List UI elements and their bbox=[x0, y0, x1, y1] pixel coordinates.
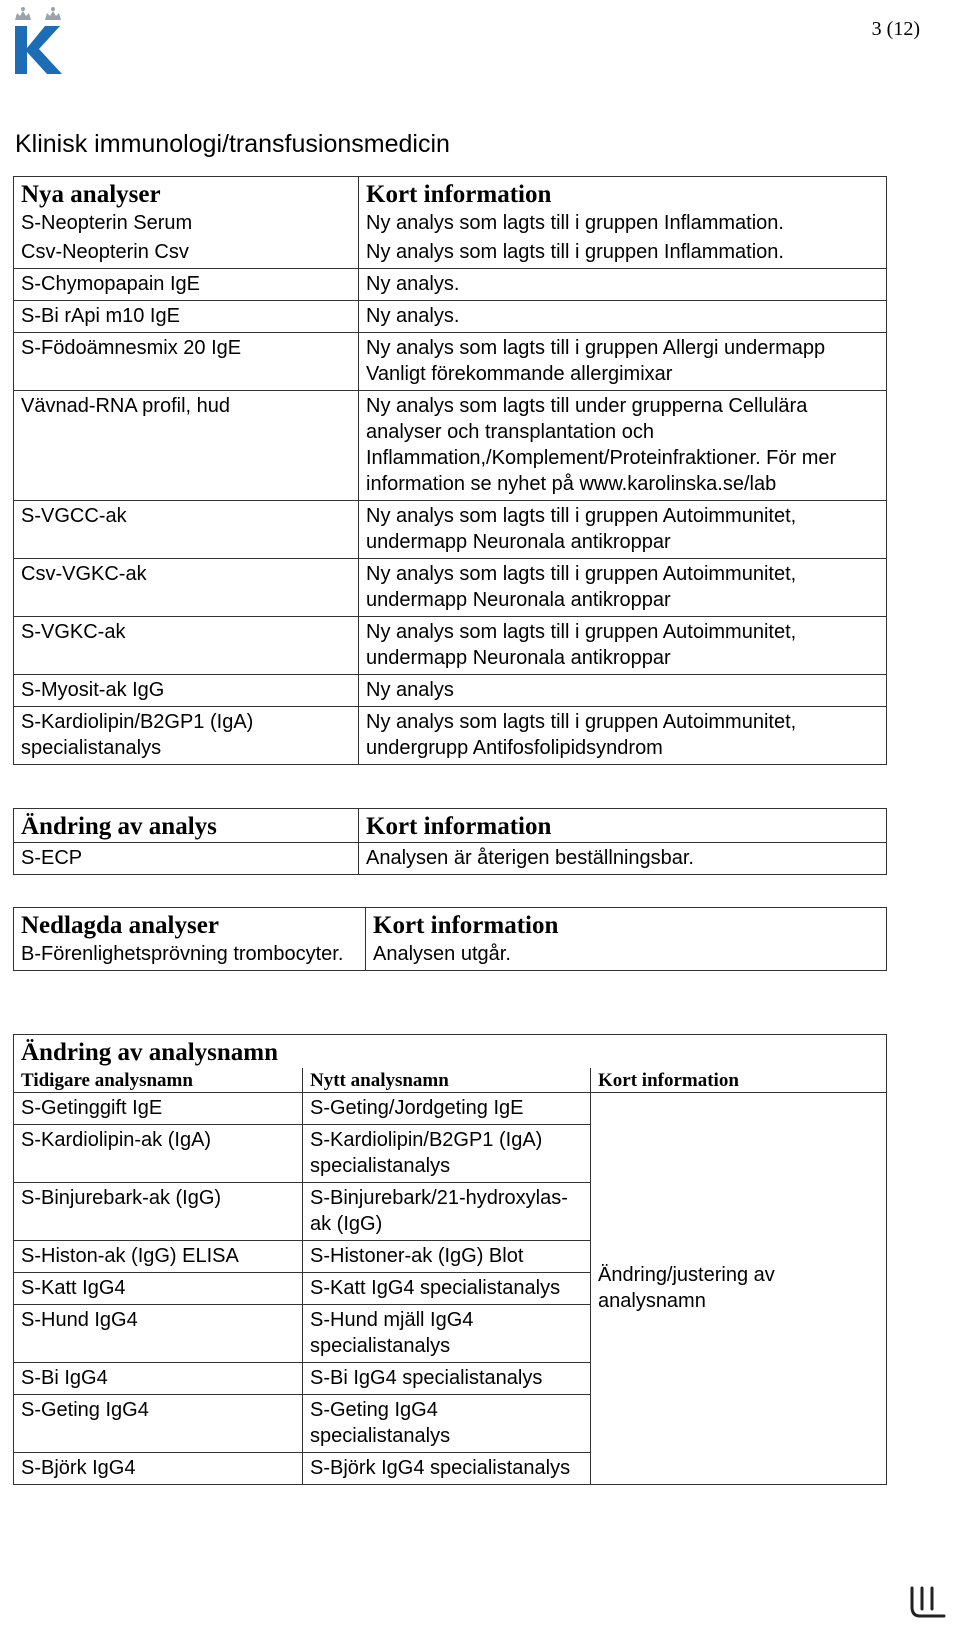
analysis-name: Csv-VGKC-ak bbox=[14, 559, 359, 617]
changed-analysis-header: Ändring av analys bbox=[14, 809, 359, 843]
old-name: S-Getinggift IgE bbox=[14, 1093, 303, 1125]
table-row bbox=[14, 843, 887, 875]
table-header-row bbox=[14, 908, 887, 942]
new-name: S-Björk IgG4 specialistanalys bbox=[303, 1453, 591, 1485]
discontinued-table bbox=[13, 907, 887, 971]
analysis-info: Ny analys som lagts till i gruppen Inflammation. bbox=[359, 210, 887, 239]
section-title: Klinisk immunologi/transfusionsmedicin bbox=[15, 130, 450, 158]
new-name: S-Geting IgG4 specialistanalys bbox=[303, 1395, 591, 1453]
new-name: S-Kardiolipin/B2GP1 (IgA) specialistanalys bbox=[303, 1125, 591, 1183]
table-row bbox=[14, 941, 887, 971]
new-name: S-Katt IgG4 specialistanalys bbox=[303, 1273, 591, 1305]
table-row bbox=[14, 675, 887, 707]
table-row bbox=[14, 391, 887, 501]
analysis-name: Vävnad-RNA profil, hud bbox=[14, 391, 359, 501]
old-name: S-Björk IgG4 bbox=[14, 1453, 303, 1485]
info-header: Kort information bbox=[359, 809, 887, 843]
page-number: 3 (12) bbox=[871, 18, 920, 40]
table-row bbox=[14, 239, 887, 269]
analysis-info: Ny analys som lagts till i gruppen Autoimmunitet, undermapp Neuronala antikroppar bbox=[359, 617, 887, 675]
new-name: S-Binjurebark/21-hydroxylas-ak (IgG) bbox=[303, 1183, 591, 1241]
analysis-name: S-Bi rApi m10 IgE bbox=[14, 301, 359, 333]
col-new-header: Nytt analysnamn bbox=[303, 1068, 591, 1093]
table-row bbox=[14, 617, 887, 675]
old-name: S-Geting IgG4 bbox=[14, 1395, 303, 1453]
old-name: S-Bi IgG4 bbox=[14, 1363, 303, 1395]
table-header-row bbox=[14, 1035, 887, 1069]
analysis-name: S-ECP bbox=[14, 843, 359, 875]
karolinska-footer-icon bbox=[906, 1585, 948, 1621]
analysis-info: Ny analys som lagts till i gruppen Autoimmunitet, undergrupp Antifosfolipidsyndrom bbox=[359, 707, 887, 765]
analysis-name: S-Neopterin Serum bbox=[14, 210, 359, 239]
analysis-name: S-Kardiolipin/B2GP1 (IgA) specialistanalys bbox=[14, 707, 359, 765]
analysis-name: Csv-Neopterin Csv bbox=[14, 239, 359, 269]
analysis-name: B-Förenlighetsprövning trombocyter. bbox=[14, 941, 366, 971]
karolinska-logo-icon bbox=[12, 4, 64, 76]
table-row bbox=[14, 559, 887, 617]
analysis-info: Analysen är återigen beställningsbar. bbox=[359, 843, 887, 875]
new-name: S-Bi IgG4 specialistanalys bbox=[303, 1363, 591, 1395]
old-name: S-Katt IgG4 bbox=[14, 1273, 303, 1305]
analysis-info: Ny analys bbox=[359, 675, 887, 707]
table-row bbox=[14, 269, 887, 301]
analysis-info: Ny analys. bbox=[359, 301, 887, 333]
new-name: S-Hund mjäll IgG4 specialistanalys bbox=[303, 1305, 591, 1363]
analysis-name: S-Chymopapain IgE bbox=[14, 269, 359, 301]
new-analyses-table bbox=[13, 176, 887, 765]
table-header-row bbox=[14, 809, 887, 843]
rename-header: Ändring av analysnamn bbox=[14, 1035, 887, 1069]
new-name: S-Geting/Jordgeting IgE bbox=[303, 1093, 591, 1125]
old-name: S-Histon-ak (IgG) ELISA bbox=[14, 1241, 303, 1273]
changed-analysis-table bbox=[13, 808, 887, 875]
new-name: S-Histoner-ak (IgG) Blot bbox=[303, 1241, 591, 1273]
analysis-info: Ny analys som lagts till i gruppen Allergi undermapp Vanligt förekommande allergimixar bbox=[359, 333, 887, 391]
table-header-row bbox=[14, 177, 887, 211]
analysis-info: Ny analys som lagts till i gruppen Autoimmunitet, undermapp Neuronala antikroppar bbox=[359, 501, 887, 559]
col-old-header: Tidigare analysnamn bbox=[14, 1068, 303, 1093]
old-name: S-Kardiolipin-ak (IgA) bbox=[14, 1125, 303, 1183]
analysis-info: Ny analys som lagts till i gruppen Inflammation. bbox=[359, 239, 887, 269]
analysis-name: S-Födoämnesmix 20 IgE bbox=[14, 333, 359, 391]
table-row bbox=[14, 333, 887, 391]
rename-info: Ändring/justering av analysnamn bbox=[591, 1093, 887, 1485]
rename-table bbox=[13, 1034, 887, 1485]
col-info-header: Kort information bbox=[591, 1068, 887, 1093]
old-name: S-Hund IgG4 bbox=[14, 1305, 303, 1363]
analysis-name: S-VGKC-ak bbox=[14, 617, 359, 675]
discontinued-header: Nedlagda analyser bbox=[14, 908, 366, 942]
info-header: Kort information bbox=[359, 177, 887, 211]
analysis-info: Ny analys. bbox=[359, 269, 887, 301]
analysis-name: S-Myosit-ak IgG bbox=[14, 675, 359, 707]
analysis-info: Ny analys som lagts till i gruppen Autoimmunitet, undermapp Neuronala antikroppar bbox=[359, 559, 887, 617]
table-row bbox=[14, 707, 887, 765]
column-header-row bbox=[14, 1068, 887, 1093]
analysis-info: Analysen utgår. bbox=[366, 941, 887, 971]
table-row bbox=[14, 210, 887, 239]
table-row bbox=[14, 301, 887, 333]
new-analyses-header: Nya analyser bbox=[14, 177, 359, 211]
analysis-info: Ny analys som lagts till under grupperna Cellulära analyser och transplantation och Inflammation,/Komplement/Proteinfraktioner. För mer information se nyhet på www.karolinska.se/lab bbox=[359, 391, 887, 501]
info-header: Kort information bbox=[366, 908, 887, 942]
analysis-name: S-VGCC-ak bbox=[14, 501, 359, 559]
old-name: S-Binjurebark-ak (IgG) bbox=[14, 1183, 303, 1241]
table-row bbox=[14, 501, 887, 559]
table-row bbox=[14, 1093, 887, 1125]
